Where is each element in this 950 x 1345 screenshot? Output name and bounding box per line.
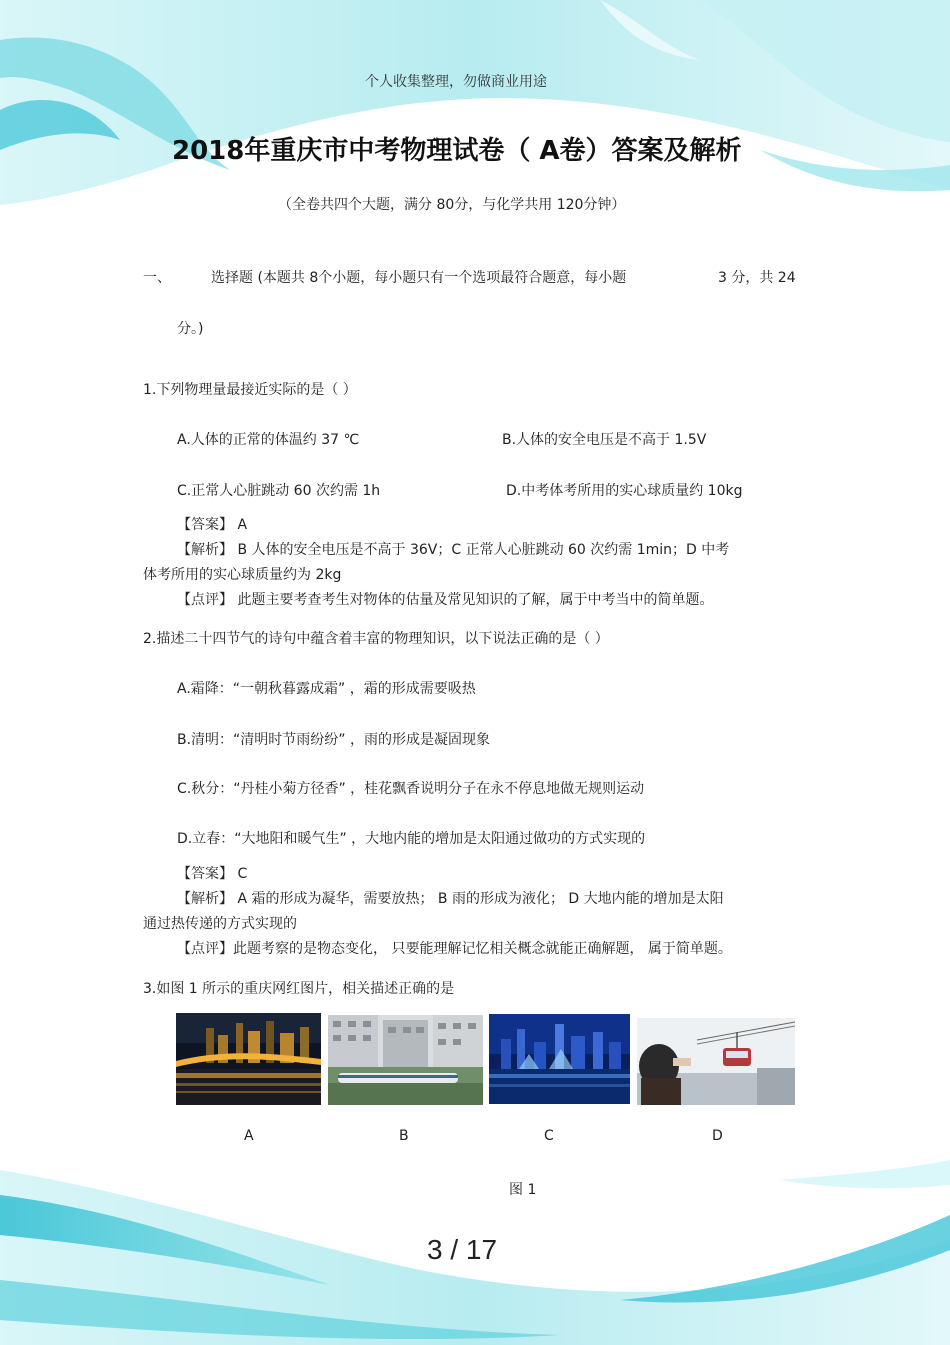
photo-c-night-skyline [489,1014,630,1104]
section-number: 一、 [143,270,171,286]
q1-option-d: D.中考体考所用的实心球质量约 10kg [506,483,743,499]
q3-stem: 3.如图 1 所示的重庆网红图片，相关描述正确的是 [143,981,455,997]
q2-comment: 【点评】此题考察的是物态变化， 只要能理解记忆相关概念就能正确解题， 属于简单题。 [177,941,732,957]
section-points: 3 分，共 24 [718,270,796,286]
photo-label-a: A [244,1128,254,1144]
q1-comment: 【点评】 此题主要考查考生对物体的估量及常见知识的了解，属于中考当中的简单题。 [177,592,714,608]
q2-answer: 【答案】 C [177,866,248,882]
q2-option-b: B.清明：“清明时节雨纷纷” ，雨的形成是凝固现象 [177,732,491,748]
exam-subtitle: （全卷共四个大题，满分 80分，与化学共用 120分钟） [278,197,626,213]
q2-option-a: A.霜降：“一朝秋暮露成霜” ，霜的形成需要吸热 [177,681,476,697]
page-title: 2018年重庆市中考物理试卷（ A卷）答案及解析 [172,136,742,166]
q2-analysis-line1: 【解析】 A 霜的形成为凝华，需要放热； B 雨的形成为液化； D 大地内能的增加是太阳 [177,891,724,907]
section-heading-tail: 分。) [177,321,204,337]
photo-d-cable-car [637,1018,795,1105]
q1-analysis-line1: 【解析】 B 人体的安全电压是不高于 36V；C 正常人心脏跳动 60 次约需 1min；D 中考 [177,542,730,558]
photo-a-night-bridge [176,1013,321,1105]
q2-option-d: D.立春：“大地阳和暖气生” ，大地内能的增加是太阳通过做功的方式实现的 [177,831,646,847]
watermark-text: 个人收集整理，勿做商业用途 [365,74,547,90]
photo-label-d: D [712,1128,723,1144]
q2-stem: 2.描述二十四节气的诗句中蕴含着丰富的物理知识，以下说法正确的是（ ） [143,631,609,647]
photo-label-c: C [544,1128,554,1144]
photo-label-b: B [399,1128,409,1144]
q1-option-a: A.人体的正常的体温约 37 ℃ [177,432,360,448]
q2-option-c: C.秋分：“丹桂小菊方径香” ，桂花飘香说明分子在永不停息地做无规则运动 [177,781,645,797]
q1-analysis-line2: 体考所用的实心球质量约为 2kg [143,567,342,583]
section-heading: 选择题 (本题共 8个小题，每小题只有一个选项最符合题意，每小题 [211,270,627,286]
page-number: 3 / 17 [427,1234,498,1265]
q1-stem: 1.下列物理量最接近实际的是（ ） [143,382,357,398]
q1-answer: 【答案】 A [177,517,248,533]
q2-analysis-line2: 通过热传递的方式实现的 [143,916,297,932]
q1-option-b: B.人体的安全电压是不高于 1.5V [502,432,707,448]
photo-b-monorail [328,1015,483,1105]
figure-caption: 图 1 [509,1182,537,1198]
q1-option-c: C.正常人心脏跳动 60 次约需 1h [177,483,381,499]
